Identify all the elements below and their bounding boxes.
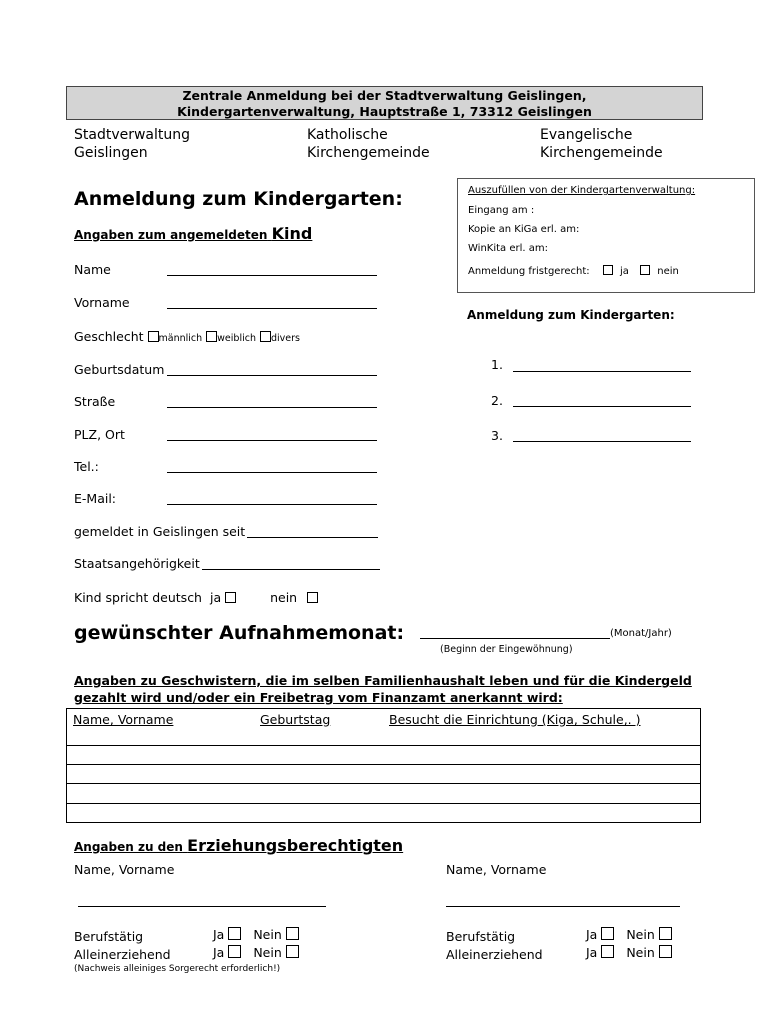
table-row[interactable] (67, 803, 700, 804)
email-field[interactable] (167, 504, 377, 505)
header-line-2: Kindergartenverwaltung, Hauptstraße 1, 73312 Geislingen (177, 104, 592, 119)
page-title: Anmeldung zum Kindergarten: (74, 188, 403, 210)
checkbox-g1-alleinerziehend-ja[interactable] (228, 945, 241, 958)
checkbox-g1-berufstaetig-nein[interactable] (286, 927, 299, 940)
table-row[interactable] (67, 783, 700, 784)
checkbox-fristgerecht-ja[interactable] (603, 265, 613, 275)
vorname-label: Vorname (74, 295, 130, 310)
geburtsdatum-field[interactable] (167, 375, 377, 376)
preference-1-number: 1. (491, 357, 503, 372)
checkbox-g1-berufstaetig-ja[interactable] (228, 927, 241, 940)
gemeldet-label: gemeldet in Geislingen seit (74, 524, 246, 539)
plz-ort-label: PLZ, Ort (74, 427, 125, 442)
aufnahme-note: (Beginn der Eingewöhnung) (440, 644, 573, 655)
org-evangelisch: Evangelische Kirchengemeinde (540, 127, 663, 161)
strasse-label: Straße (74, 394, 116, 409)
guardian-1-alleinerziehend-options: Ja Nein (213, 945, 299, 960)
deutsch-row: Kind spricht deutsch ja nein (74, 590, 318, 605)
aufnahme-field[interactable] (420, 638, 610, 639)
aufnahme-suffix: (Monat/Jahr) (610, 628, 672, 639)
checkbox-deutsch-nein[interactable] (307, 592, 318, 603)
checkbox-maennlich[interactable] (148, 331, 159, 342)
column-einrichtung: Besucht die Einrichtung (Kiga, Schule,. ) (389, 712, 641, 727)
guardian-1-name-label: Name, Vorname (74, 862, 175, 877)
checkbox-g2-alleinerziehend-ja[interactable] (601, 945, 614, 958)
admin-box-title: Auszufüllen von der Kindergartenverwaltung: (468, 185, 696, 196)
header-line-1: Zentrale Anmeldung bei der Stadtverwaltung Geislingen, (182, 88, 587, 103)
sorgerecht-note: (Nachweis alleiniges Sorgerecht erforderlich!) (74, 964, 281, 974)
checkbox-deutsch-ja[interactable] (225, 592, 236, 603)
email-label: E-Mail: (74, 491, 117, 506)
guardian-2-name-label: Name, Vorname (446, 862, 547, 877)
siblings-table (66, 708, 701, 823)
staatsangehoerigkeit-field[interactable] (202, 569, 380, 570)
column-geburtstag: Geburtstag (260, 712, 331, 727)
preference-3-number: 3. (491, 428, 503, 443)
guardian-2-berufstaetig-options: Ja Nein (586, 927, 672, 942)
name-label: Name (74, 262, 111, 277)
guardian-2-name-field[interactable] (446, 906, 680, 907)
geburtsdatum-label: Geburtsdatum (74, 362, 165, 377)
org-stadtverwaltung: Stadtverwaltung Geislingen (74, 127, 191, 161)
table-row[interactable] (67, 764, 700, 765)
checkbox-g2-berufstaetig-ja[interactable] (601, 927, 614, 940)
name-field[interactable] (167, 275, 377, 276)
guardian-1-name-field[interactable] (78, 906, 326, 907)
tel-label: Tel.: (74, 459, 99, 474)
admin-fristgerecht-row: Anmeldung fristgerecht: ja nein (468, 266, 679, 277)
geschlecht-row: Geschlecht männlich weiblich divers (74, 329, 300, 344)
siblings-heading: Angaben zu Geschwistern, die im selben Familienhaushalt leben und für die Kindergeld gezahlt wird und/oder ein Freibetrag vom Finanzamt anerkannt wird: (74, 673, 692, 705)
checkbox-fristgerecht-nein[interactable] (640, 265, 650, 275)
admin-winkita: WinKita erl. am: (468, 243, 548, 254)
checkbox-g2-berufstaetig-nein[interactable] (659, 927, 672, 940)
guardian-1-alleinerziehend-label: Alleinerziehend (74, 947, 171, 962)
checkbox-g2-alleinerziehend-nein[interactable] (659, 945, 672, 958)
header-box (66, 86, 703, 120)
preference-2-field[interactable] (513, 406, 691, 407)
checkbox-weiblich[interactable] (206, 331, 217, 342)
guardians-heading: Angaben zu den Erziehungsberechtigten (74, 836, 404, 855)
preference-1-field[interactable] (513, 371, 691, 372)
child-section-heading: Angaben zum angemeldeten Kind (74, 224, 313, 243)
gemeldet-field[interactable] (247, 537, 378, 538)
aufnahme-label: gewünschter Aufnahmemonat: (74, 622, 405, 644)
guardian-2-alleinerziehend-options: Ja Nein (586, 945, 672, 960)
org-katholisch: Katholische Kirchengemeinde (307, 127, 430, 161)
staatsangehoerigkeit-label: Staatsangehörigkeit (74, 556, 200, 571)
table-row[interactable] (67, 745, 700, 746)
admin-box (457, 178, 755, 293)
guardian-2-berufstaetig-label: Berufstätig (446, 929, 516, 944)
admin-kopie: Kopie an KiGa erl. am: (468, 224, 580, 235)
preferences-title: Anmeldung zum Kindergarten: (467, 308, 675, 322)
tel-field[interactable] (167, 472, 377, 473)
checkbox-g1-alleinerziehend-nein[interactable] (286, 945, 299, 958)
guardian-1-berufstaetig-options: Ja Nein (213, 927, 299, 942)
plz-ort-field[interactable] (167, 440, 377, 441)
guardian-2-alleinerziehend-label: Alleinerziehend (446, 947, 543, 962)
strasse-field[interactable] (167, 407, 377, 408)
preference-3-field[interactable] (513, 441, 691, 442)
preference-2-number: 2. (491, 393, 503, 408)
guardian-1-berufstaetig-label: Berufstätig (74, 929, 144, 944)
checkbox-divers[interactable] (260, 331, 271, 342)
vorname-field[interactable] (167, 308, 377, 309)
column-name: Name, Vorname (73, 712, 174, 727)
admin-eingang: Eingang am : (468, 205, 535, 216)
